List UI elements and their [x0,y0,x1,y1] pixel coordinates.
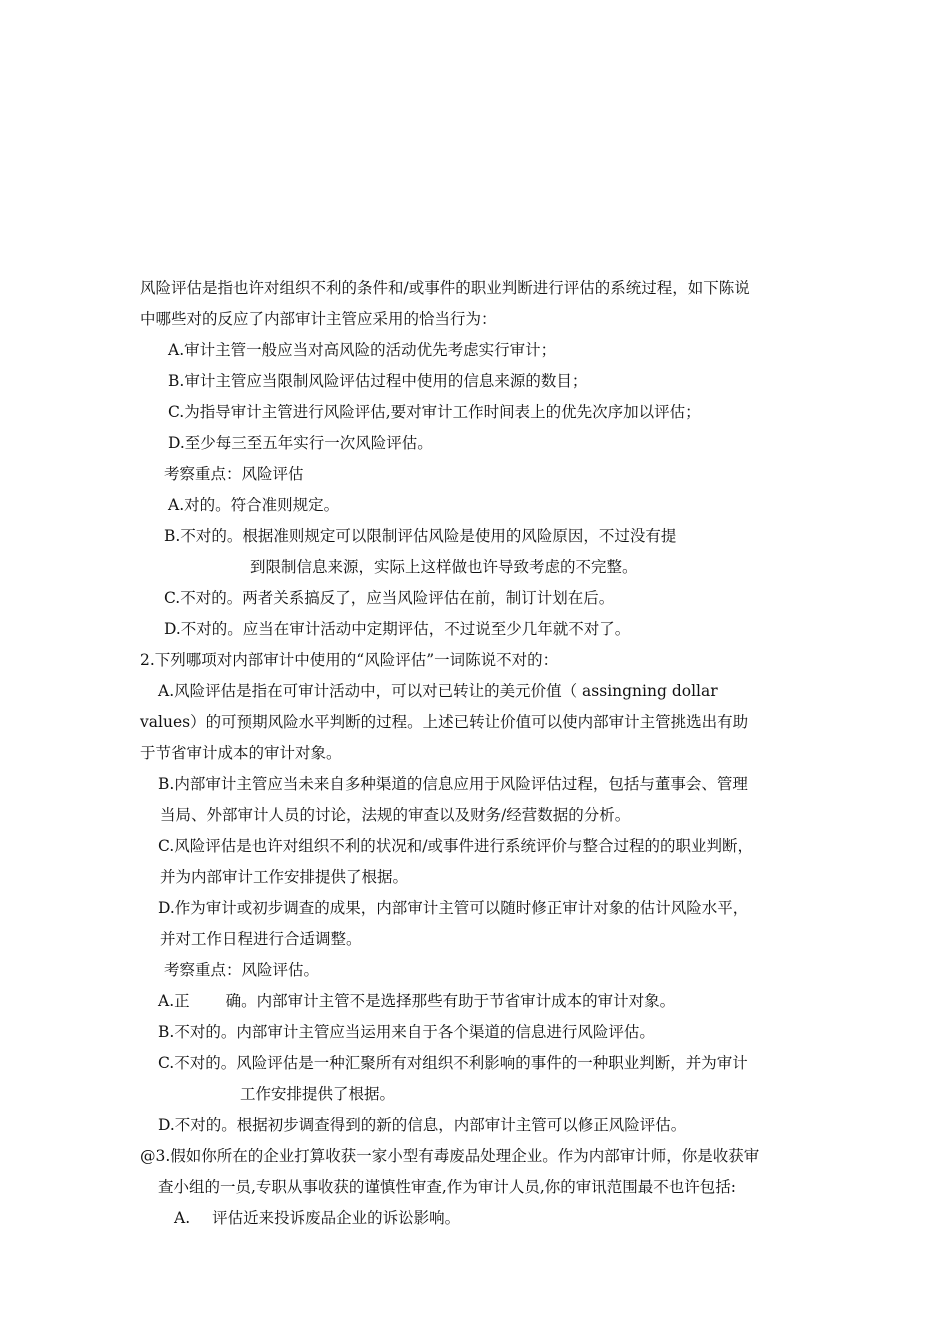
q2-option-a-line-3: 于节省审计成本的审计对象。 [140,744,342,762]
q1-stem-line-1: 风险评估是指也许对组织不利的条件和/或事件的职业判断进行评估的系统过程，如下陈说 [140,279,750,297]
q2-option-a-line-2: values）的可预期风险水平判断的过程。上述已转让价值可以使内部审计主管挑选出有助 [140,713,749,731]
q2-option-c-line-2: 并为内部审计工作安排提供了根据。 [160,868,409,886]
q2-option-c-line-1: C.风险评估是也许对组织不利的状况和/或事件进行系统评价与整合过程的的职业判断， [158,837,753,855]
q2-answer-d: D.不对的。根据初步调查得到的新的信息，内部审计主管可以修正风险评估。 [158,1116,687,1134]
q2-answer-c-line-1: C.不对的。风险评估是一种汇聚所有对组织不利影响的事件的一种职业判断，并为审计 [158,1054,748,1072]
q1-answer-a: A.对的。符合准则规定。 [168,496,340,514]
q1-answer-c: C.不对的。两者关系搞反了，应当风险评估在前，制订计划在后。 [164,589,615,607]
q2-option-b-line-2: 当局、外部审计人员的讨论，法规的审查以及财务/经营数据的分析。 [160,806,631,824]
q2-answer-a-head: A.正 [158,992,190,1010]
q1-option-d: D.至少每三至五年实行一次风险评估。 [168,434,433,452]
q3-option-a-label: A. [174,1209,191,1227]
q1-option-c: C.为指导审计主管进行风险评估,要对审计工作时间表上的优先次序加以评估； [168,403,701,421]
q2-answer-a [158,991,675,1011]
q2-answer-a-tail: 确。内部审计主管不是选择那些有助于节省审计成本的审计对象。 [225,992,676,1010]
q1-answer-d: D.不对的。应当在审计活动中定期评估，不过说至少几年就不对了。 [164,620,631,638]
q3-option-a-text: 评估近来投诉废品企业的诉讼影响。 [212,1209,461,1227]
q2-option-d-line-2: 并对工作日程进行合适调整。 [160,930,362,948]
q2-focus: 考察重点：风险评估。 [164,961,320,979]
q3-stem-line-1: @3.假如你所在的企业打算收获一家小型有毒废品处理企业。作为内部审计师，你是收获审 [140,1147,760,1165]
q2-option-b-line-1: B.内部审计主管应当未来自多种渠道的信息应用于风险评估过程，包括与董事会、管理 [158,775,748,793]
q2-answer-c-line-2: 工作安排提供了根据。 [240,1085,396,1103]
q1-option-b: B.审计主管应当限制风险评估过程中使用的信息来源的数目； [168,372,588,390]
q1-answer-b-line-2: 到限制信息来源，实际上这样做也许导致考虑的不完整。 [250,558,638,576]
q2-option-d-line-1: D.作为审计或初步调查的成果，内部审计主管可以随时修正审计对象的估计风险水平， [158,899,749,917]
q3-stem-line-2: 查小组的一员,专职从事收获的谨慎性审查,作为审计人员,你的审讯范围最不也许包括: [158,1178,737,1196]
q1-answer-b-line-1: B.不对的。根据准则规定可以限制评估风险是使用的风险原因，不过没有提 [164,527,677,545]
q2-stem: 2.下列哪项对内部审计中使用的“风险评估”一词陈说不对的： [140,651,559,669]
q1-focus: 考察重点：风险评估 [164,465,304,483]
q1-option-a: A.审计主管一般应当对高风险的活动优先考虑实行审计； [168,341,557,359]
q2-answer-b: B.不对的。内部审计主管应当运用来自于各个渠道的信息进行风险评估。 [158,1023,655,1041]
q3-option-a [174,1208,460,1228]
q1-stem-line-2: 中哪些对的反应了内部审计主管应采用的恰当行为： [140,310,497,328]
q2-option-a-line-1: A.风险评估是指在可审计活动中，可以对已转让的美元价值（ assingning dollar [158,682,718,700]
